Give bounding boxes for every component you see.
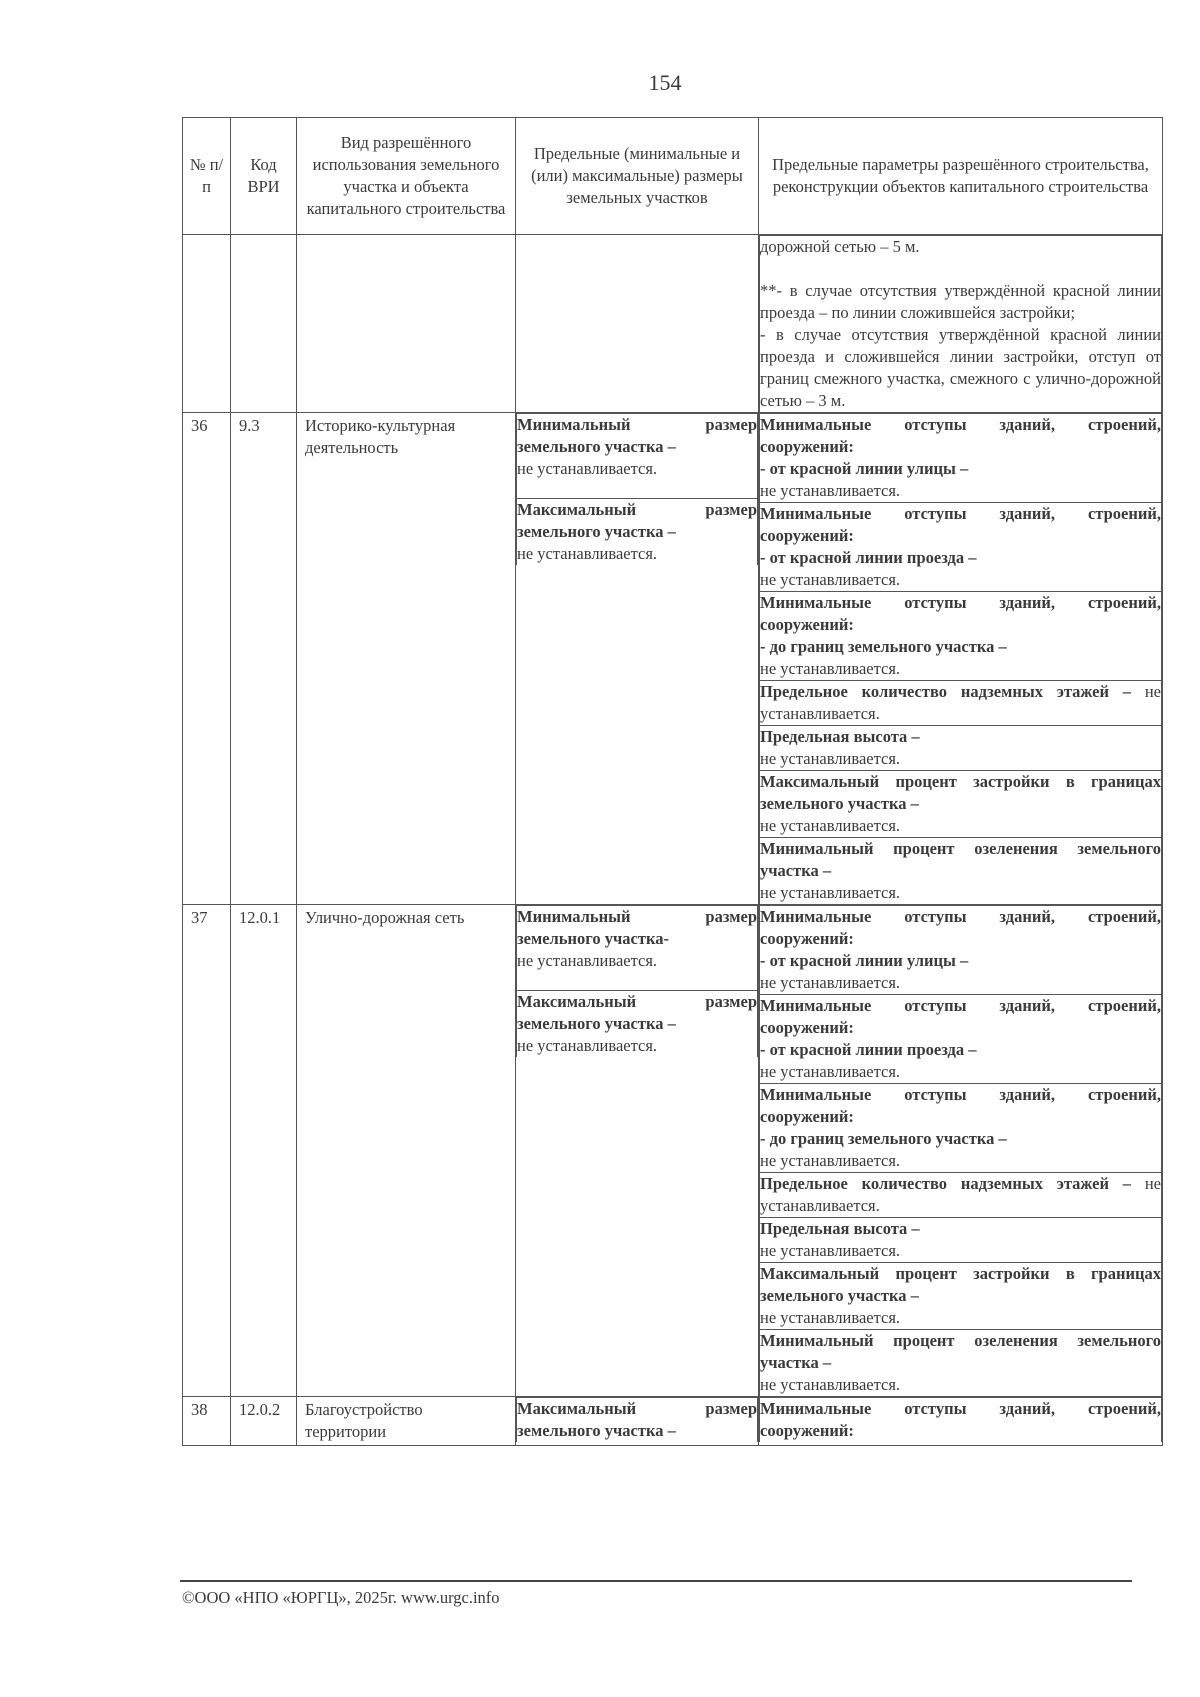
row-num: 38 (191, 1400, 208, 1419)
header-kind: Вид разрешённого использования земельного участка и объекта капитального строительства (297, 118, 516, 235)
value-text: не устанавливается. (517, 951, 658, 970)
setback-street: - от красной линии улицы – (760, 459, 969, 478)
setback-street: - от красной линии улицы – (760, 951, 969, 970)
value-text: не устанавливается. (517, 1036, 658, 1055)
coverage-label: Максимальный процент застройки в границах земельного участка – (760, 772, 1161, 813)
max-plot-label: Максимальный размер земельного участка – (517, 500, 757, 541)
table-row (183, 905, 1163, 1397)
green-label: Минимальный процент озеленения земельного участка – (760, 1331, 1161, 1372)
value-text: не устанавливается. (760, 1375, 901, 1394)
value-text: не устанавливается. (760, 1174, 1161, 1215)
value-text: не устанавливается. (760, 973, 901, 992)
continuation-note: **- в случае отсутствия утверждённой красной линии проезда – по линии сложившейся застройки; (760, 281, 1161, 322)
row-code: 9.3 (239, 416, 260, 435)
setback-boundary: - до границ земельного участка – (760, 1129, 1007, 1148)
row-code: 12.0.1 (239, 908, 281, 927)
table-row (183, 1397, 1163, 1446)
green-label: Минимальный процент озеленения земельного участка – (760, 839, 1161, 880)
value-text: не устанавливается. (517, 459, 658, 478)
row-num: 36 (191, 416, 208, 435)
setbacks-title: Минимальные отступы зданий, строений, сооружений: (760, 504, 1161, 545)
footer-divider (180, 1580, 1132, 1582)
row-kind: Историко-культурная деятельность (305, 416, 456, 457)
header-params: Предельные параметры разрешённого строительства, реконструкции объектов капитального строительства (759, 118, 1163, 235)
min-plot-label: Минимальный размер земельного участка- (517, 907, 757, 948)
height-label: Предельная высота – (760, 727, 920, 746)
value-text: не устанавливается. (760, 1151, 901, 1170)
header-num: № п/п (183, 118, 231, 235)
row-num: 37 (191, 908, 208, 927)
regulations-table (182, 117, 1163, 1446)
setbacks-title: Минимальные отступы зданий, строений, сооружений: (760, 996, 1161, 1037)
row-kind: Благоустройство территории (305, 1400, 423, 1441)
header-code: Код ВРИ (231, 118, 297, 235)
value-text: не устанавливается. (760, 816, 901, 835)
floors-label: Предельное количество надземных этажей – (760, 682, 1132, 701)
min-plot-label: Минимальный размер земельного участка – (517, 415, 757, 456)
continuation-note: - в случае отсутствия утверждённой красной линии проезда и сложившейся линии застройки, отступ от границ смежного участка, смежного с улично-дорожной сетью – 3 м. (760, 325, 1161, 410)
value-text: не устанавливается. (760, 749, 901, 768)
setbacks-title: Минимальные отступы зданий, строений, сооружений: (760, 415, 1161, 456)
setback-boundary: - до границ земельного участка – (760, 637, 1007, 656)
table-row (183, 235, 1163, 413)
coverage-label: Максимальный процент застройки в границах земельного участка – (760, 1264, 1161, 1305)
setbacks-title: Минимальные отступы зданий, строений, сооружений: (760, 1085, 1161, 1126)
setbacks-title: Минимальные отступы зданий, строений, сооружений: (760, 593, 1161, 634)
max-plot-label: Максимальный размер земельного участка – (517, 992, 757, 1033)
footer-copyright: ©ООО «НПО «ЮРГЦ», 2025г. www.urgc.info (182, 1588, 500, 1607)
value-text: не устанавливается. (760, 1062, 901, 1081)
continuation-line: дорожной сетью – 5 м. (760, 237, 920, 256)
row-code: 12.0.2 (239, 1400, 281, 1419)
table-header-row (183, 118, 1163, 235)
setback-passage: - от красной линии проезда – (760, 548, 977, 567)
value-text: не устанавливается. (760, 1241, 901, 1260)
setbacks-title: Минимальные отступы зданий, строений, сооружений: (760, 907, 1161, 948)
height-label: Предельная высота – (760, 1219, 920, 1238)
value-text: не устанавливается. (760, 659, 901, 678)
setbacks-title: Минимальные отступы зданий, строений, сооружений: (760, 1399, 1161, 1440)
setback-passage: - от красной линии проезда – (760, 1040, 977, 1059)
value-text: не устанавливается. (760, 883, 901, 902)
header-size: Предельные (минимальные и (или) максимальные) размеры земельных участков (516, 118, 759, 235)
row-kind: Улично-дорожная сеть (305, 908, 465, 927)
value-text: не устанавливается. (760, 481, 901, 500)
value-text: не устанавливается. (760, 1308, 901, 1327)
value-text: не устанавливается. (517, 544, 658, 563)
max-plot-label: Максимальный размер земельного участка – (517, 1399, 757, 1440)
floors-label: Предельное количество надземных этажей – (760, 1174, 1132, 1193)
table-row (183, 413, 1163, 905)
page-number: 154 (648, 70, 682, 95)
value-text: не устанавливается. (760, 570, 901, 589)
value-text: не устанавливается. (760, 682, 1161, 723)
